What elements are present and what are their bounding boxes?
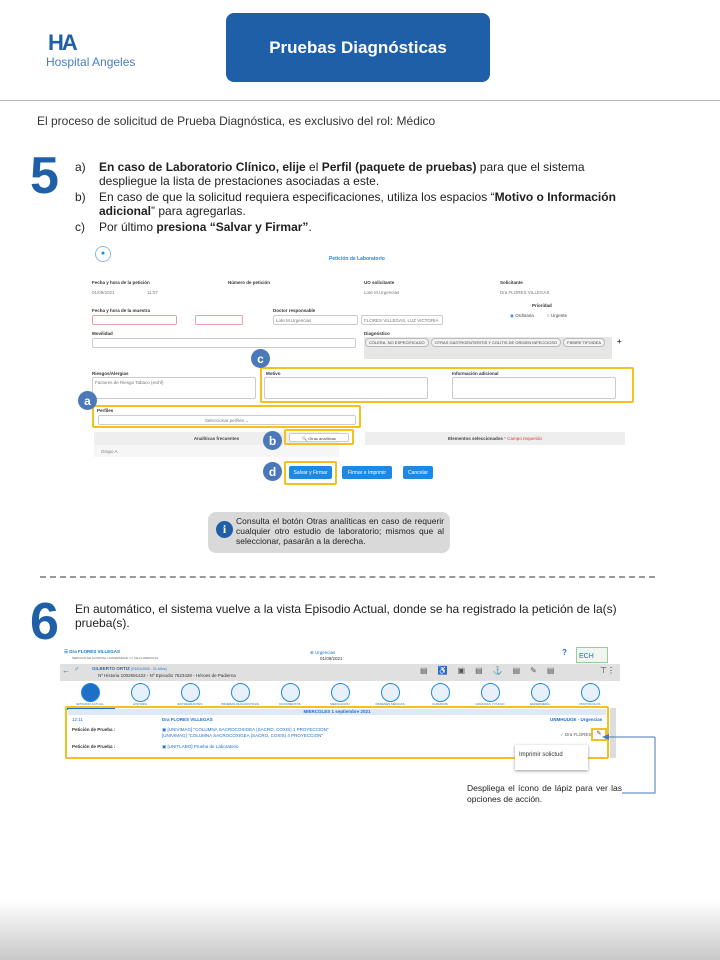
item-key: b) [75,190,86,204]
firmar-imprimir-button[interactable]: Firmar e Imprimir [342,466,392,479]
movilidad-select[interactable] [92,338,356,348]
row-label: Petición de Prueba : [72,744,116,749]
diagnosis-chip[interactable]: CÓLERA, NO ESPECIFICADO [365,338,429,347]
item-text: En caso de que la solicitud requiera especificaciones, utiliza los espacios “Motivo o Información adicional” para agregarlas. [99,190,616,218]
nav-label: DOCUMENTOS [279,702,301,706]
area-indicator: ⊕ Urgencias 01/09/2021 [310,650,343,661]
nav-icon [131,683,150,702]
nav-icon [581,683,600,702]
nav-label: CUIDADOS [432,702,448,706]
priority-ordinaria-radio[interactable]: ◉ Ordinaria [510,313,534,318]
row-lines[interactable]: ▣ [UNIVIMAG] "COLUMNA SACROCOXIGEA (SACRO, COXIS) 1 PROYECCION" [UNIVIMAG] "COLUMNA SACROCOXIGEA (SACRO, COXIS) 4 PROYECCION" [162,727,329,738]
row-label: Petición de Prueba : [72,727,116,732]
badge-b: b [263,431,282,450]
nav-item[interactable] [115,683,165,706]
edit-pencil-icon[interactable]: ✎ [591,728,607,741]
label: Fecha y hora de la petición [92,280,150,285]
item-key: a) [75,160,86,174]
lab-request-form [85,240,635,485]
entry-time: 12:11 [72,717,83,722]
nav-label: PRUEBAS DIAGNÓSTICAS [221,702,259,706]
doctor-select[interactable]: FLORES VILLEGAS, LUZ VICTORIA [361,315,443,325]
sample-time-input[interactable] [195,315,243,325]
back-icon[interactable]: ← [62,666,70,675]
step-number-6: 6 [30,593,59,651]
form-title: Petición de Laboratorio [329,256,385,262]
list-item [75,190,635,218]
nav-icon [381,683,400,702]
nav-item[interactable] [465,683,515,706]
label: Perfiles [97,408,114,413]
nav-label: PROTOCOLOS [579,702,601,706]
service-text: SERVICIO DE HOSPITAL UNIVERSIDAD / U. DE FLORES/CAS [72,656,159,660]
page-title: Pruebas Diagnósticas [226,13,490,82]
label: Prioridad [532,303,552,308]
nav-label: HISTORIA [132,702,148,706]
user-icon: ● [95,246,111,262]
nav-label: ÓRDENES MÉDICAS [375,702,405,706]
step-number-5: 5 [30,147,59,205]
badge-a: a [78,391,97,410]
note-text: Consulta el botón Otras analíticas en caso de requerir cualquier otro estudio de laboratorio; mismos que al seleccionar, pasarán a la derecha. [236,516,444,546]
nav-item[interactable] [515,683,565,706]
label: Riesgos/Alergias [92,371,129,376]
doctor-uo-select[interactable]: Lote M.Urgencias [273,315,358,325]
label: UO solicitante [364,280,395,285]
nav-label: MEDICACIÓN [330,702,350,706]
nav-icon [431,683,450,702]
nav-label: ENFERMERÍA [530,702,550,706]
ech-logo: ECH [576,647,608,663]
footer-gradient [0,900,720,960]
episode-nav [65,683,615,706]
item-text: Por último presiona “Salvar y Firmar”. [99,220,312,234]
value: 01/09/2021 [92,290,115,295]
list-item [75,160,635,188]
patient-bar [60,664,620,681]
list-item [75,220,635,234]
diagnosis-chip[interactable]: OTRAS GASTROENTERITIS Y COLITIS DE ORIGEN INFECCIOSO [431,338,562,347]
nav-icon [481,683,500,702]
pencil-caption: Despliega el ícono de lápiz para ver las opciones de acción. [467,783,622,804]
label: Diagnóstico [364,331,390,336]
filter-icon[interactable]: ⊤⋮ [600,666,615,675]
label: Fecha y hora de la muestra [92,308,151,313]
otras-analiticas-button[interactable]: 🔍 Otras analíticas [289,433,349,442]
entry-doctor: Dra FLORES VILLEGAS [162,717,213,722]
cancelar-button[interactable]: Cancelar [403,466,433,479]
date-header: MIERCOLES 1 septiembre 2021 [68,709,606,715]
nav-label: ENTREGRANTES [177,702,203,706]
salvar-firmar-button[interactable]: Salvar y Firmar [289,466,332,479]
header-divider [0,100,720,101]
motivo-textarea[interactable] [264,377,428,399]
diagnosis-list [364,337,612,359]
analiticas-header: Analíticas frecuentes [94,432,339,445]
item-key: c) [75,220,85,234]
step5-list [75,160,635,236]
grupo-item[interactable]: Grupo A [94,445,339,457]
riesgos-textarea[interactable]: Factores de Riesgo Tabaco (ecihf) [92,377,256,399]
value: Lote M.Urgencias [364,290,400,295]
step6-text: En automático, el sistema vuelve a la vista Episodio Actual, donde se ha registrado la petición de la(s) prueba(s). [75,602,617,630]
info-adicional-textarea[interactable] [452,377,616,399]
episode-view [60,645,620,760]
value: Dra FLORES VILLEGAS [500,290,550,295]
nav-item[interactable] [415,683,465,706]
nav-item[interactable] [315,683,365,706]
nav-item[interactable] [215,683,265,706]
info-icon: i [216,521,233,538]
nav-label: GRÁFICAS Y PULSO [475,702,505,706]
nav-item[interactable] [565,683,615,706]
label: Número de petición [228,280,271,285]
nav-icon [531,683,550,702]
nav-label: EPISODIO ACTUAL [76,702,104,706]
info-note [208,512,450,553]
nav-icon [81,683,100,702]
user-menu[interactable]: ☰ Dra FLORES VILLEGAS [64,649,121,654]
priority-urgente-radio[interactable]: ○ Urgente [547,313,567,318]
row-author: ✓ Dra FLORES [560,732,592,737]
label: Motivo [266,371,281,376]
label: Información adicional [452,371,499,376]
toolbar-icons[interactable]: ▤♿▣▤⚓▤✎▤ [420,666,565,675]
logo-mark: HA [48,30,76,55]
help-icon[interactable]: ? [562,648,567,657]
badge-c: c [251,349,270,368]
nav-icon [181,683,200,702]
add-diagnosis-icon[interactable]: + [617,337,622,346]
label: Doctor responsable [273,308,316,313]
entry-unit: UNMHUUGE - Urgencias [550,717,603,722]
logo-text: Hospital Angeles [46,55,136,69]
nav-icon [231,683,250,702]
sample-date-input[interactable] [92,315,177,325]
elementos-header: Elementos seleccionados * Campo requerido [365,432,625,445]
patient-ids: Nº Historia 1002691422 - Nº Episodio 7623428 - Héroes de Padierna [98,673,236,678]
row-lines[interactable]: ▣ [UNITLABO] Prueba de Laboratorio [162,744,239,749]
nav-item[interactable] [165,683,215,706]
nav-icon [331,683,350,702]
diagnosis-chip[interactable]: FIEBRE TIFOIDEA [563,338,605,347]
label: Solicitante [500,280,523,285]
item-text: En caso de Laboratorio Clínico, elije el Perfil (paquete de pruebas) para que el sistema despliegue la lista de prestaciones asociadas a este. [99,160,585,188]
print-request-menu-item[interactable]: Imprimir solictud [515,745,588,770]
nav-item[interactable] [265,683,315,706]
male-icon: ♂ [74,666,80,673]
value: 11:07 [147,290,158,295]
intro-text: El proceso de solicitud de Prueba Diagnóstica, es exclusivo del rol: Médico [37,114,436,128]
label: Movilidad [92,331,113,336]
perfiles-select[interactable]: Seleccionar perfiles ⌄ [98,415,356,425]
patient-name: GILBERTO ORTIZ (01/01/2000 - 21 Años) [92,666,167,671]
nav-icon [281,683,300,702]
nav-item[interactable] [65,683,115,706]
section-divider [40,576,655,578]
nav-item[interactable] [365,683,415,706]
badge-d: d [263,462,282,481]
